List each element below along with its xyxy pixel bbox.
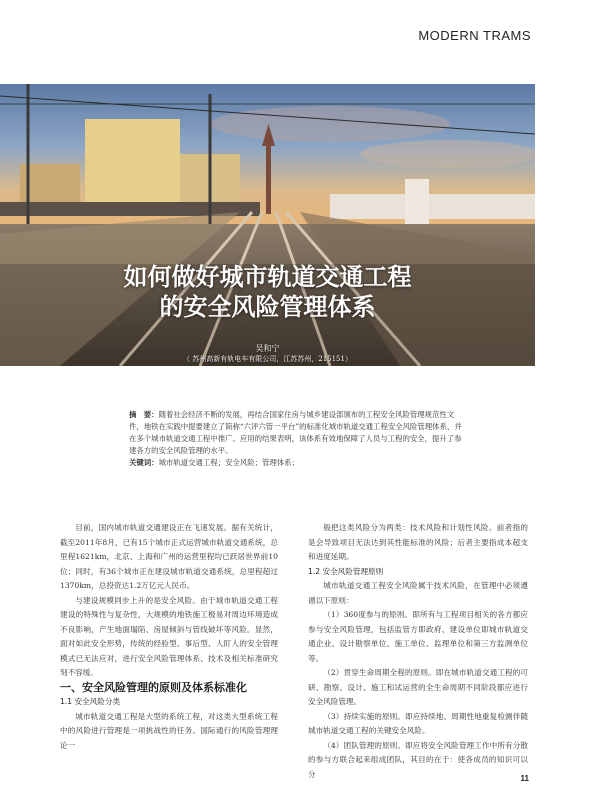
author-block xyxy=(0,343,535,365)
right-column xyxy=(308,521,528,782)
subsection-heading: 1.1 安全风险分类 xyxy=(60,697,121,706)
tram-track-photo xyxy=(0,84,535,366)
article-title xyxy=(0,262,535,322)
title-line-2: 的安全风险管理体系 xyxy=(159,293,376,321)
keywords-text: 城市轨道交通工程；安全风险；管理体系； xyxy=(158,458,300,467)
subsection-heading: 1.2 安全风险管理原则 xyxy=(308,566,384,576)
hero-photo xyxy=(0,84,535,366)
section-header: MODERN TRAMS xyxy=(418,28,531,43)
section-heading: 一、安全风险管理的原则及体系标准化 xyxy=(60,680,247,694)
paragraph: 城市轨道交通工程是大型的系统工程，对这类大型系统工程中的风险进行管理是一项挑战性的任务。国际通行的风险管理理论一 xyxy=(60,711,278,750)
keywords-label: 关键词： xyxy=(129,458,159,467)
paragraph: （1）360度参与的原则。即所有与工程项目相关的各方都应参与安全风险管理，包括监管方即政府、建设单位即城市轨道交通企业、设计勘察单位、施工单位、监理单位和第三方监测单位等。 xyxy=(308,610,528,663)
paragraph: 城市轨道交通工程安全风险属于技术风险，在管理中必须遵循以下原则： xyxy=(308,581,528,605)
author-affiliation: （ 苏州高新有轨电车有限公司，江苏苏州，215151） xyxy=(183,355,352,363)
abstract-body xyxy=(129,409,464,457)
page-number: 11 xyxy=(520,774,529,783)
paragraph: 与建设规模同步上升的是安全风险。由于城市轨道交通工程建设的特殊性与复杂性，大规模的地铁施工极易对周边环境造成不良影响，产生地面塌陷、房屋倾斜与管线破坏等风险。显然，面对如此安全形势，传统的经验型、事后型、人盯人的安全管理模式已无法应对，进行安全风险管理体系、技术及相关标准研究刻不容缓。 xyxy=(60,595,278,677)
paragraph: （3）持续实施的原则。即应持续地、周期性地重复检测伴随城市轨道交通工程的关键安全风险。 xyxy=(308,711,528,735)
paragraph: 目前，国内城市轨道交通建设正在飞速发展。据有关统计，截至2011年8月，已有15个城市正式运营城市轨道交通系统，总里程1621km，北京、上海和广州的运营里程均已跃居世界前10位；同时，有36个城市正在建设城市轨道交通系统，总里程超过1370km，总投资达1.2万亿元人民币。 xyxy=(60,523,278,590)
author-name: 吴和宁 xyxy=(255,344,280,353)
paragraph: 般把这类风险分为两类：技术风险和计划性风险。前者指的是会导致项目无法达到其性能标准的风险；后者主要指成本超支和进度延期。 xyxy=(308,523,528,561)
abstract-label: 摘 要： xyxy=(129,410,159,419)
abstract xyxy=(129,409,464,469)
keywords xyxy=(129,457,464,469)
paragraph: （4）团队管理的原则。即应将安全风险管理工作中所有分散的参与方联合起来组成团队，其目的在于：使各成员的知识可以分 xyxy=(308,740,528,779)
paragraph: （2）贯穿生命周期全程的原则。即在城市轨道交通工程的可研、勘察、设计、施工和试运营的全生命周期不同阶段都应进行安全风险管理。 xyxy=(308,668,528,706)
abstract-text: 随着社会经济不断的发展，再结合国家住房与城乡建设部颁布的工程安全风险管理规范性文件，地铁在实践中提要建立了简称“六评六管一平台”的标准化城市轨道交通工程安全风险管理体系，并在多个城市轨道交通工程中推广。应用的结果表明，该体系有效地保障了人员与工程的安全，提升了参建各方的安全风险管理的水平。 xyxy=(129,410,462,455)
title-line-1: 如何做好城市轨道交通工程 xyxy=(123,263,412,291)
left-column xyxy=(60,521,278,753)
